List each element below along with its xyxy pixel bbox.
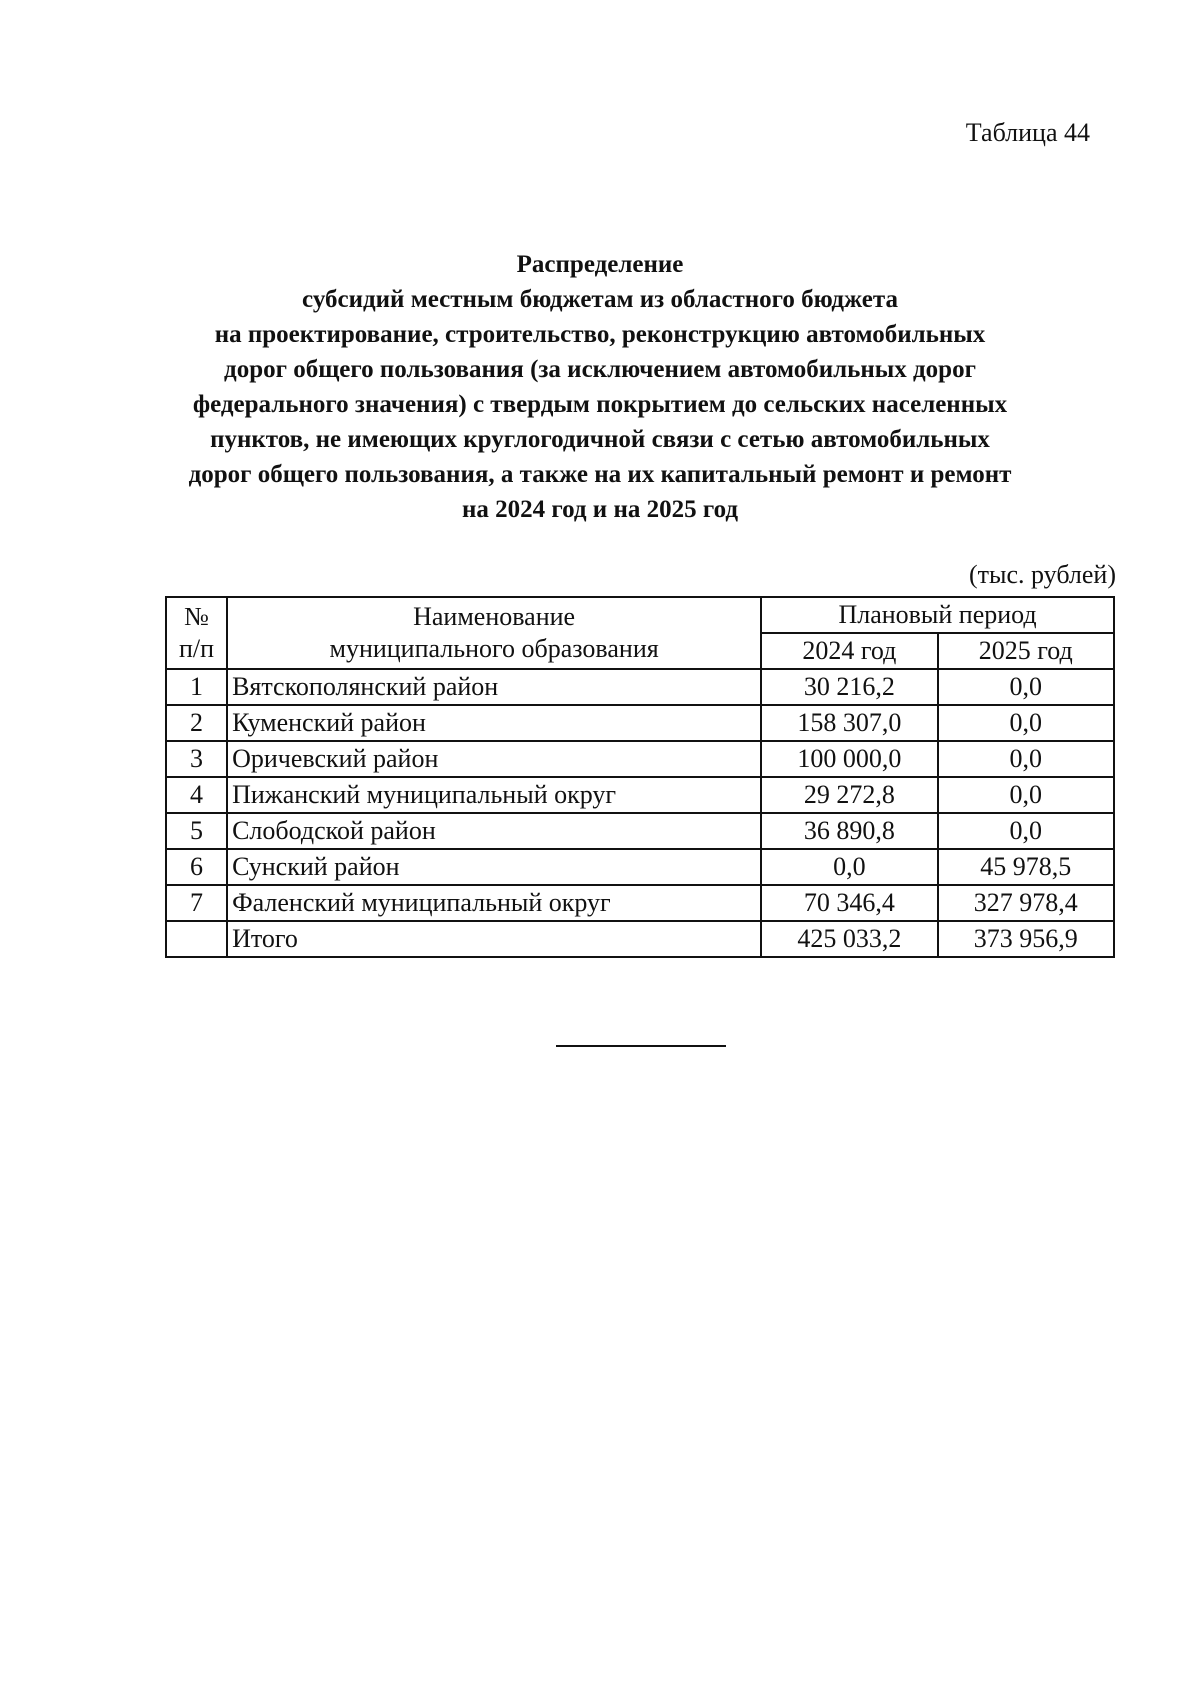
- title-line: на 2024 год и на 2025 год: [461, 496, 739, 523]
- total-number: [166, 921, 227, 957]
- row-name: Сунский район: [227, 849, 761, 885]
- header-number: № п/п: [166, 597, 227, 669]
- row-name: Оричевский район: [227, 741, 761, 777]
- row-value-2024: 29 272,8: [761, 777, 937, 813]
- row-value-2025: 0,0: [938, 741, 1114, 777]
- table-label: Таблица 44: [965, 118, 1090, 147]
- row-number: 6: [166, 849, 227, 885]
- total-value-2024: 425 033,2: [761, 921, 937, 957]
- title-line: федерального значения) с твердым покрытием до сельских населенных: [192, 391, 1008, 418]
- header-year-2025: 2025 год: [938, 633, 1114, 669]
- units-label: (тыс. рублей): [968, 560, 1116, 589]
- row-name: Фаленский муниципальный округ: [227, 885, 761, 921]
- table-row: [166, 813, 1114, 849]
- title-line: пунктов, не имеющих круглогодичной связи с сетью автомобильных: [210, 426, 990, 453]
- subsidy-table: [165, 596, 1115, 958]
- row-value-2025: 0,0: [938, 705, 1114, 741]
- table-row: [166, 849, 1114, 885]
- title-line: дорог общего пользования, а также на их капитальный ремонт и ремонт: [188, 461, 1012, 488]
- table-row: [166, 705, 1114, 741]
- row-name: Пижанский муниципальный округ: [227, 777, 761, 813]
- row-number: 2: [166, 705, 227, 741]
- row-value-2025: 327 978,4: [938, 885, 1114, 921]
- total-label: Итого: [227, 921, 761, 957]
- row-value-2025: 0,0: [938, 669, 1114, 705]
- header-name: Наименование муниципального образования: [227, 597, 761, 669]
- row-number: 5: [166, 813, 227, 849]
- table-row: [166, 885, 1114, 921]
- row-value-2024: 36 890,8: [761, 813, 937, 849]
- document-title: [100, 247, 1100, 527]
- header-year-2024: 2024 год: [761, 633, 937, 669]
- title-line: Распределение: [516, 251, 684, 278]
- title-line: субсидий местным бюджетам из областного бюджета: [302, 286, 898, 313]
- row-value-2025: 45 978,5: [938, 849, 1114, 885]
- end-separator-line: [556, 1045, 726, 1047]
- table-header-row: [166, 597, 1114, 633]
- table-total-row: [166, 921, 1114, 957]
- table-row: [166, 741, 1114, 777]
- total-value-2025: 373 956,9: [938, 921, 1114, 957]
- row-value-2024: 30 216,2: [761, 669, 937, 705]
- row-name: Куменский район: [227, 705, 761, 741]
- row-number: 4: [166, 777, 227, 813]
- row-number: 7: [166, 885, 227, 921]
- row-value-2025: 0,0: [938, 777, 1114, 813]
- row-number: 1: [166, 669, 227, 705]
- row-value-2024: 100 000,0: [761, 741, 937, 777]
- table-row: [166, 669, 1114, 705]
- header-period: Плановый период: [761, 597, 1114, 633]
- row-value-2024: 158 307,0: [761, 705, 937, 741]
- row-value-2024: 0,0: [761, 849, 937, 885]
- row-name: Вятскополянский район: [227, 669, 761, 705]
- row-number: 3: [166, 741, 227, 777]
- row-name: Слободской район: [227, 813, 761, 849]
- row-value-2025: 0,0: [938, 813, 1114, 849]
- row-value-2024: 70 346,4: [761, 885, 937, 921]
- title-line: на проектирование, строительство, реконструкцию автомобильных: [214, 321, 986, 348]
- title-line: дорог общего пользования (за исключением автомобильных дорог: [224, 356, 976, 383]
- table-row: [166, 777, 1114, 813]
